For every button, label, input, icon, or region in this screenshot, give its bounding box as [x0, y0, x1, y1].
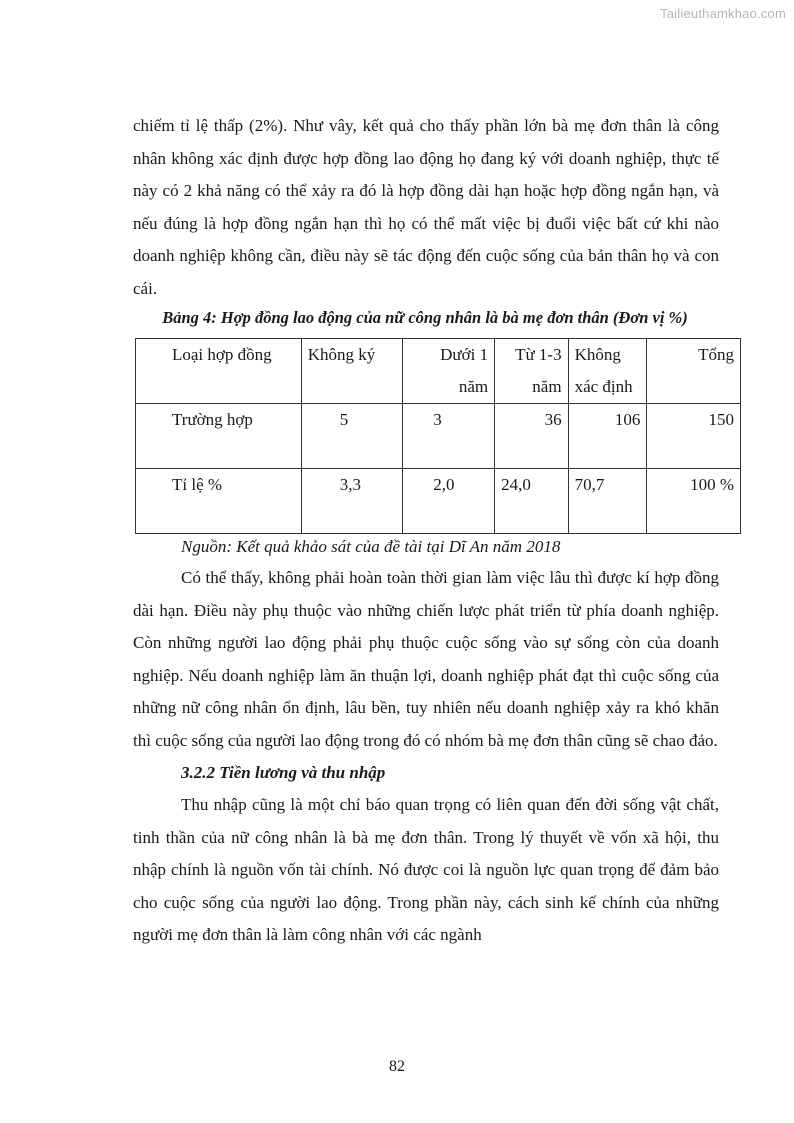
paragraph-contract-discussion: Có thể thấy, không phải hoàn toàn thời gian làm việc lâu thì được kí hợp đồng dài hạn. Điều này phụ thuộc vào những chiến lược phát triển từ phía doanh nghiệp. Còn những người lao động phải phụ thuộc cuộc sống vào sự sống còn của doanh nghiệp. Nếu doanh nghiệp làm ăn thuận lợi, doanh nghiệp phát đạt thì cuộc sống của những nữ công nhân ổn định, lâu bền, tuy nhiên nếu doanh nghiệp xảy ra khó khăn thì cuộc sống của người lao động trong đó có nhóm bà mẹ đơn thân cũng sẽ chao đảo. — [133, 568, 719, 750]
cell-value: 106 — [568, 404, 647, 469]
cell-value: 150 — [647, 404, 741, 469]
table-row — [136, 469, 741, 534]
table-header-row — [136, 339, 741, 404]
watermark-text: Tailieuthamkhao.com — [660, 6, 786, 21]
table-source-note: Nguồn: Kết quả khảo sát của đề tài tại Dĩ An năm 2018 — [181, 537, 561, 556]
cell-value: 2,0 — [403, 469, 495, 534]
upper-text-block — [133, 110, 719, 331]
paragraph-income: Thu nhập cũng là một chỉ báo quan trọng có liên quan đến đời sống vật chất, tinh thần của nữ công nhân là bà mẹ đơn thân. Trong lý thuyết về vốn xã hội, thu nhập chính là nguồn vốn tài chính. Nó được coi là nguồn lực quan trọng để đảm bảo cho cuộc sống của người lao động. Trong phần này, cách sinh kế chính của những người mẹ đơn thân là làm công nhân với các ngành — [133, 795, 719, 944]
cell-value: 36 — [495, 404, 568, 469]
paragraph-contract-summary: chiếm tỉ lệ thấp (2%). Như vây, kết quả cho thấy phần lớn bà mẹ đơn thân là công nhân không xác định được hợp đồng lao động họ đang ký với doanh nghiệp, thực tế này có 2 khả năng có thể xảy ra đó là hợp đồng dài hạn hoặc hợp đồng ngắn hạn, và nếu đúng là hợp đồng ngắn hạn thì họ có thể mất việc bị đuổi việc bất cứ khi nào doanh nghiệp không cần, điều này sẽ tác động đến cuộc sống của bản thân họ và con cái. — [133, 116, 719, 298]
cell-value: 70,7 — [568, 469, 647, 534]
header-contract-type: Loại hợp đồng — [136, 339, 302, 404]
cell-value: 5 — [301, 404, 403, 469]
header-1-3-years: Từ 1-3 năm — [495, 339, 568, 404]
header-not-signed: Không ký — [301, 339, 403, 404]
lower-text-block — [133, 562, 719, 952]
contract-table — [135, 338, 741, 534]
table-caption: Bảng 4: Hợp đồng lao động của nữ công nhân là bà mẹ đơn thân (Đơn vị %) — [162, 308, 688, 327]
section-heading: 3.2.2 Tiền lương và thu nhập — [181, 763, 386, 782]
header-total: Tổng — [647, 339, 741, 404]
row-label-cases: Trường hợp — [136, 404, 302, 469]
table-row — [136, 404, 741, 469]
cell-value: 24,0 — [495, 469, 568, 534]
cell-value: 3,3 — [301, 469, 403, 534]
cell-value: 100 % — [647, 469, 741, 534]
row-label-percent: Tỉ lệ % — [136, 469, 302, 534]
cell-value: 3 — [403, 404, 495, 469]
page-number: 82 — [389, 1058, 405, 1075]
header-undetermined: Không xác định — [568, 339, 647, 404]
header-under-1-year: Dưới 1 năm — [403, 339, 495, 404]
